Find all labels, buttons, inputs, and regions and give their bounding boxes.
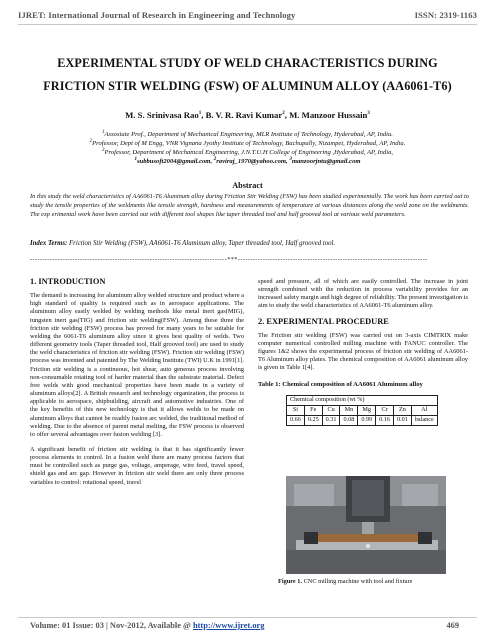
table-header-cell: Zn — [393, 405, 411, 415]
table-cell: 0.16 — [376, 415, 394, 425]
affiliation-sup: 1 — [102, 130, 105, 135]
table-group-header: Chemical composition (wt %) — [287, 395, 438, 405]
page-header — [18, 6, 477, 24]
email-sup: 1 — [134, 157, 137, 162]
table-header-cell: Fe — [304, 405, 322, 415]
figure-label: Figure 1. — [278, 578, 303, 585]
author-sup: 3 — [367, 111, 370, 117]
email-list — [14, 155, 481, 166]
table-header-cell: Si — [287, 405, 305, 415]
table-header-cell: Cr — [376, 405, 394, 415]
section-heading-introduction: 1. INTRODUCTION — [30, 277, 106, 286]
email-address[interactable]: raviraj_1970@yahoo.com — [216, 158, 287, 166]
section-heading-experimental: 2. EXPERIMENTAL PROCEDURE — [258, 316, 389, 326]
paragraph: The Friction stir welding (FSW) was carried out on 3-axis CIMTRIX make computer numerical controlled milling machine with FANUC controller. The figures 1&2 shows the experimental process of friction stir welding of AA6061-T6 Aluminum alloy plates. The chemical composition of AA6061 aluminum alloy is given in Table 1[4]. — [258, 331, 468, 372]
title-line-2: FRICTION STIR WELDING (FSW) OF ALUMINUM ALLOY (AA6061-T6) — [43, 79, 452, 93]
table-cell: balance — [411, 415, 437, 425]
author-sup: 1 — [198, 111, 202, 117]
affiliation-text: Assosiate Prof., Department of Mechanical Engineering, MLR Institute of Technology, Hyderabad, AP, India. — [104, 131, 393, 139]
cnc-machine-photo — [286, 476, 446, 574]
author-separator: , — [201, 110, 206, 120]
author-name: M. Manzoor Hussain — [289, 110, 368, 120]
table-cell: 0.01 — [393, 415, 411, 425]
header-divider — [18, 24, 477, 25]
table-row — [287, 395, 438, 405]
author-sup: 2 — [282, 111, 285, 117]
abstract-heading: Abstract — [232, 181, 263, 190]
affiliation-sup: 3 — [101, 148, 105, 153]
table-header-cell: Mg — [358, 405, 376, 415]
footer-divider — [18, 617, 477, 618]
figure-caption-text: CNC milling machine with tool and fixture — [302, 578, 413, 585]
page-number: 469 — [446, 621, 459, 630]
table-cell: 0.99 — [358, 415, 376, 425]
email-address[interactable]: subbusoft2004@gmail.com — [136, 158, 211, 166]
abstract-text: In this study the weld characteristics of AA6061-T6 Aluminum alloy during Friction Stir Welding (FSW) has been studied experimentally. The work has been carried out to study the tensile properties of the weldments like tensile strength, hardness and measurements of temperature at various distances along the weld zone on the weldments. The exp erimental work have been carried out with different tool shapes like taper threaded tool and half grooved tool at various weld parameters. — [30, 193, 469, 218]
footer-volume-info — [30, 621, 264, 630]
email-sup: 2 — [213, 157, 217, 162]
author-list — [20, 110, 475, 120]
table-cell: 0.31 — [322, 415, 340, 425]
journal-name: IJRET: International Journal of Research in Engineering and Technology — [18, 10, 296, 20]
table-header-cell: Mn — [340, 405, 358, 415]
table-cell: 0.08 — [340, 415, 358, 425]
title-line-1: EXPERIMENTAL STUDY OF WELD CHARACTERISTICS DURING — [57, 56, 438, 70]
right-column — [258, 278, 468, 426]
paragraph: The demand is increasing for aluminum alloy welded structure and product where a high standard of quality is required such as in aerospace applications. The aluminum alloy easily welded by welding methods like metal inert gas(MIG), tungsten inert gas(TIG) and friction stir welding(FSW). Among these three the friction stir welding (FSW) process has proved for many years to be suitable for welding the 6061-T6 aluminum alloy since it gives best quality of welds. Two different geometry tools (Taper threaded tool, Half grooved tool) are used to study the weld characteristics of friction stir welding (FSW). Friction stir welding (FSW) process was invented and patented by The Welding Institute (TWI) U.K in 1991[1]. Friction stir welding is a continuous, hot shear, auto geneous process involving non-consumable rotating tool of harder material than the substrate material. Defect free welds with good mechanical properties have been made in a variety of aluminum alloys[2]. A British research and technology organization, the process is applicable to aerospace, shipbuilding, aircraft and automotive industries. One of the key benefits of this new technology is that it allows welds to be made on aluminum alloys that cannot be readily fusion arc welded, the traditional method of welding. Due to the absence of parent metal melting, the FSW process is observed to offer several advantages over fusion welding [3]. — [30, 292, 245, 438]
table-caption: Table 1: Chemical composition of AA6061 Aluminum alloy — [258, 380, 423, 388]
email-separator: , — [210, 158, 214, 166]
index-terms — [30, 239, 469, 248]
index-terms-text: Friction Stir Welding (FSW), AA6061-T6 Aluminum alloy, Taper threaded tool, Half grooved tool. — [67, 240, 336, 247]
issn: ISSN: 2319-1163 — [414, 10, 477, 20]
table-header-cell: Al — [411, 405, 437, 415]
journal-link[interactable]: http://www.ijret.org — [192, 621, 265, 630]
figure-caption — [278, 578, 458, 585]
email-separator: , — [286, 158, 290, 166]
email-address[interactable]: manzoorjntu@gmail.com — [291, 158, 361, 166]
table-row — [287, 405, 438, 415]
table-header-cell: Cu — [322, 405, 340, 415]
table-cell: 0.25 — [304, 415, 322, 425]
author-name: M. S. Srinivasa Rao — [125, 110, 199, 120]
index-terms-label: Index Terms: — [30, 240, 68, 247]
author-name: B. V. R. Ravi Kumar — [205, 110, 283, 120]
left-column — [30, 278, 244, 494]
affiliation-sup: 2 — [89, 139, 93, 144]
table-row — [287, 415, 438, 425]
paragraph: A significant benefit of friction stir welding is that it has significantly fewer process elements to control. In a fusion weld there are many process factors that must be controlled such as purge gas, voltage, amperage, wire feed, travel speed, shield gas and arc gap. However in friction stir weld there are only three process variables to control: rotational speed, travel — [30, 445, 244, 486]
cnc-machine-illustration — [286, 476, 446, 574]
composition-table — [286, 395, 438, 426]
page-footer — [30, 621, 459, 630]
email-sup: 3 — [289, 157, 292, 162]
author-separator: , — [284, 110, 290, 120]
affiliation-text: Professor, Dept of M Engg, VNR Vignana Jyothy Institute of Technology, Bachupally, Nizampet, Hyderabad, AP, India. — [92, 140, 406, 148]
table-cell: 0.66 — [287, 415, 305, 425]
section-separator: -------------------------------------------------------------------------------***---------------------------------------------------------------------------- — [30, 257, 428, 263]
footer-prefix: Volume: 01 Issue: 03 | Nov-2012, Available @ — [30, 621, 193, 630]
paper-title — [26, 52, 469, 98]
paragraph: speed and pressure, all of which are easily controlled. The increase in joint strength combined with the reduction in process variability provides for an increased safety margin and high degree of reliability. The present investigation is aim to study the weld characteristics of AA6061-T6 aluminum alloy. — [258, 278, 468, 310]
affiliation-text: Professor, Department of Mechanical Engineering, J.N.T.U.H College of Engineering ,Hyderabad, AP, India, — [104, 149, 394, 157]
